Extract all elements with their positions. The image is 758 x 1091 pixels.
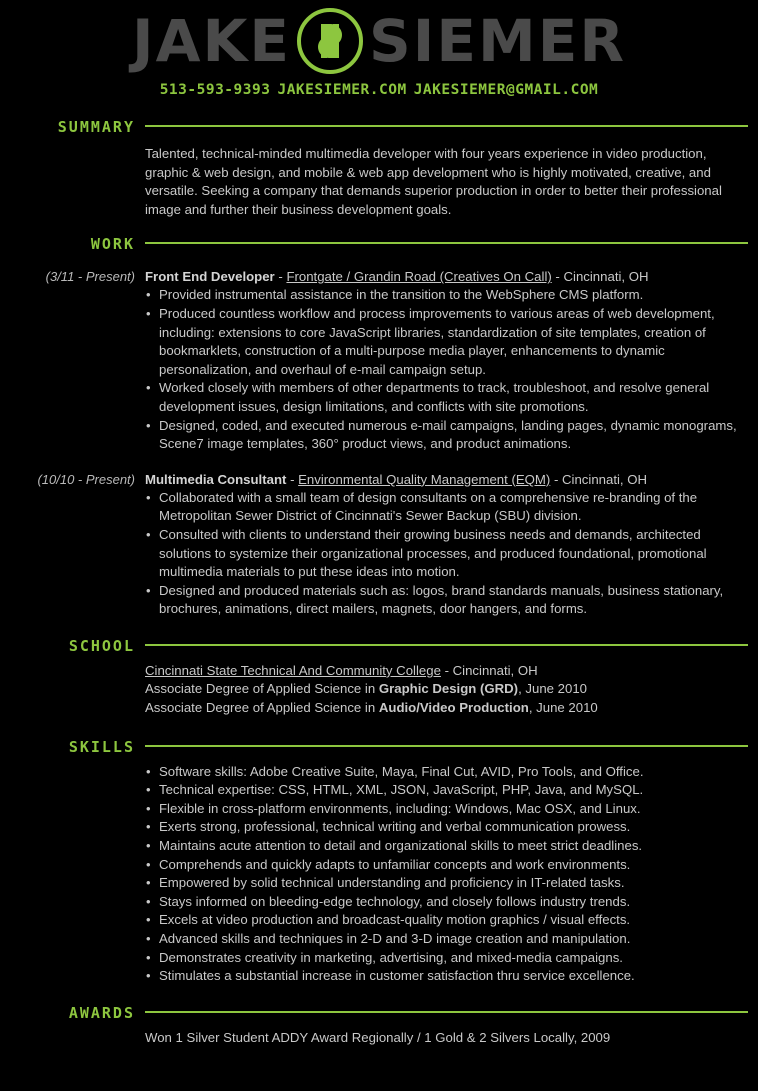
- section-school: [0, 635, 758, 718]
- last-name: SIEMER: [369, 7, 627, 75]
- list-item: • Stays informed on bleeding-edge technology, and closely follows industry trends.: [145, 893, 748, 912]
- website-link[interactable]: JAKESIEMER.COM: [277, 82, 407, 98]
- skills-list: [145, 763, 748, 986]
- phone-text: 513-593-9393: [159, 82, 271, 98]
- school-content: [145, 635, 758, 718]
- award-item: Won 1 Silver Student ADDY Award Regionally / 1 Gold & 2 Silvers Locally, 2009: [145, 1029, 611, 1045]
- awards-label-col: [0, 1002, 145, 1048]
- degree-suffix: , June 2010: [528, 700, 598, 716]
- summary-label-col: [0, 116, 145, 219]
- list-item: • Provided instrumental assistance in the transition to the WebSphere CMS platform.: [145, 286, 748, 305]
- degree-prefix: Associate Degree of Applied Science in: [145, 681, 379, 697]
- degree-prefix: Associate Degree of Applied Science in: [145, 700, 379, 716]
- job-company: Environmental Quality Management (EQM): [298, 471, 551, 487]
- email-link[interactable]: JAKESIEMER@GMAIL.COM: [413, 82, 599, 98]
- job-role: Front End Developer: [145, 269, 275, 285]
- list-item: • Comprehends and quickly adapts to unfamiliar concepts and work environments.: [145, 856, 748, 875]
- job-bullets: [145, 489, 748, 619]
- work-label-col: [0, 233, 145, 253]
- work-entry: [0, 267, 758, 453]
- degree-line: [145, 680, 748, 699]
- skills-label-col: [0, 736, 145, 986]
- list-item: • Exerts strong, professional, technical writing and verbal communication prowess.: [145, 818, 748, 837]
- degree-major: Audio/Video Production: [378, 700, 529, 716]
- job-heading: Front End Developer - Frontgate / Grandin Road (Creatives On Call) - Cincinnati, OH: [145, 269, 649, 285]
- job-location: Cincinnati, OH: [562, 471, 648, 487]
- work-entry-body: [145, 267, 758, 453]
- list-item: • Worked closely with members of other departments to track, troubleshoot, and resolve general development issues, design limitations, and conflicts with site promotions.: [145, 379, 748, 416]
- section-skills: [0, 736, 758, 986]
- degree-suffix: , June 2010: [518, 681, 588, 697]
- work-entry-body: [145, 470, 758, 619]
- list-item: • Produced countless workflow and process improvements to various areas of web development, including: extensions to core JavaScript libraries, standardization of site templates, creation of bookmarklets, construction of a multi-purpose media player, enhancements to dynamic personalization, and overhaul of e-mail campaign setup.: [145, 305, 748, 379]
- work-date-col: [0, 267, 145, 453]
- list-item: • Maintains acute attention to detail and organizational skills to meet strict deadlines.: [145, 837, 748, 856]
- job-heading: Multimedia Consultant - Environmental Quality Management (EQM) - Cincinnati, OH: [145, 471, 648, 487]
- awards-content: [145, 1002, 758, 1048]
- section-title-awards: AWARDS: [68, 1003, 135, 1022]
- list-item: • Consulted with clients to understand their growing business needs and demands, architected solutions to systemize their organizational processes, and produced foundational, promotional multimedia materials to put these ideas into motion.: [145, 526, 748, 582]
- list-item: • Stimulates a substantial increase in customer satisfaction thru service excellence.: [145, 967, 748, 986]
- contact-row: [0, 82, 758, 98]
- section-title-work: WORK: [90, 235, 135, 254]
- list-item: • Collaborated with a small team of design consultants on a comprehensive re-branding of the Metropolitan Sewer District of Cincinnati's Sewer Backup (SBU) division.: [145, 489, 748, 526]
- list-item: • Empowered by solid technical understanding and proficiency in IT-related tasks.: [145, 874, 748, 893]
- job-location: Cincinnati, OH: [563, 269, 649, 285]
- section-summary: [0, 116, 758, 219]
- job-date: (10/10 - Present): [37, 471, 135, 487]
- degree-line: [145, 699, 748, 718]
- resume-header: [0, 0, 758, 98]
- job-company: Frontgate / Grandin Road (Creatives On Call): [286, 269, 552, 285]
- section-title-school: SCHOOL: [68, 636, 135, 655]
- list-item: • Advanced skills and techniques in 2-D and 3-D image creation and manipulation.: [145, 930, 748, 949]
- summary-text: Talented, technical-minded multimedia developer with four years experience in video production, graphic & web design, and mobile & web app development who is highly motivated, creative, and versatile. Seeking a company that demands superior production in order to better their professional image and further their business development goals.: [145, 146, 722, 217]
- list-item: • Designed, coded, and executed numerous e-mail campaigns, landing pages, dynamic monograms, Scene7 image templates, 360° product views, and product animations.: [145, 417, 748, 454]
- degree-major: Graphic Design (GRD): [378, 681, 519, 697]
- list-item: • Designed and produced materials such as: logos, brand standards manuals, business stationary, brochures, animations, direct mailers, magnets, door hangers, and forms.: [145, 582, 748, 619]
- work-date-col: [0, 470, 145, 619]
- job-bullets: [145, 286, 748, 453]
- list-item: • Software skills: Adobe Creative Suite, Maya, Final Cut, AVID, Pro Tools, and Office.: [145, 763, 748, 782]
- section-awards: [0, 1002, 758, 1048]
- summary-content: [145, 116, 758, 219]
- work-divider: [145, 242, 748, 244]
- job-role: Multimedia Consultant: [145, 471, 287, 487]
- first-name: JAKE: [131, 7, 292, 75]
- school-label-col: [0, 635, 145, 718]
- list-item: • Flexible in cross-platform environments, including: Windows, Mac OSX, and Linux.: [145, 800, 748, 819]
- list-item: • Technical expertise: CSS, HTML, XML, JSON, JavaScript, PHP, Java, and MySQL.: [145, 781, 748, 800]
- school-institution-line: Cincinnati State Technical And Community College - Cincinnati, OH: [145, 662, 538, 678]
- name-row: [0, 8, 758, 74]
- list-item: • Excels at video production and broadcast-quality motion graphics / visual effects.: [145, 911, 748, 930]
- list-item: • Demonstrates creativity in marketing, advertising, and mixed-media campaigns.: [145, 949, 748, 968]
- school-institution: Cincinnati State Technical And Community College: [145, 662, 441, 678]
- job-date: (3/11 - Present): [45, 269, 135, 285]
- school-location: Cincinnati, OH: [452, 662, 538, 678]
- section-title-skills: SKILLS: [68, 737, 135, 756]
- skills-content: [145, 736, 758, 986]
- circle-monogram-logo-icon: [297, 8, 363, 74]
- section-title-summary: SUMMARY: [57, 118, 135, 136]
- section-work: [0, 233, 758, 253]
- work-entry: [0, 470, 758, 619]
- work-divider-col: [145, 233, 758, 253]
